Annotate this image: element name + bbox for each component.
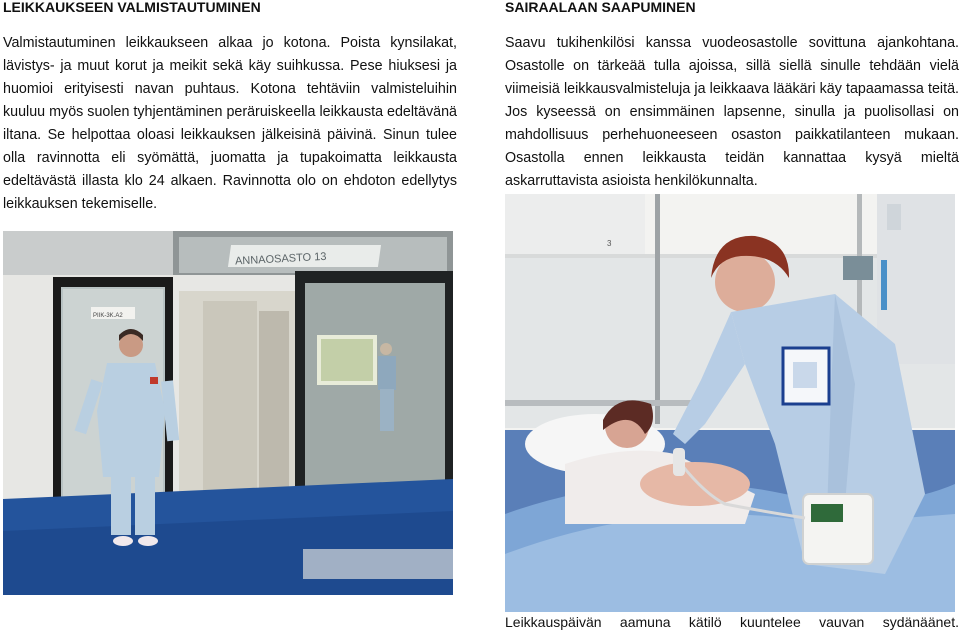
photo-caption (505, 613, 959, 631)
caption-word: sydänäänet. (882, 614, 959, 630)
preparation-paragraph: Valmistautuminen leikkaukseen alkaa jo kotona. Poista kynsilakat, lävistys- ja muut korut ja meikit sekä käy suihkussa. Pese hiuksesi ja huomioi erityisesti navan puhtaus. Kotona tehtäviin valmisteluihin kuuluu myös suolen tyhjentäminen peräruiskeella leikkausta edeltävänä iltana. Se helpottaa oloasi leikkauksen jälkeisinä päivinä. Sinun tulee olla ravinnotta eli syömättä, juomatta ja tupakoimatta leikkausta edeltävästä illasta klo 24 alkaen. Ravinnotta olo on ehdoton edellytys leikkauksen tekemiselle. (3, 35, 457, 212)
midwife-photo (505, 194, 955, 612)
section-heading-preparation: LEIKKAUKSEEN VALMISTAUTUMINEN (3, 0, 261, 15)
caption-word: Leikkauspäivän (505, 614, 602, 630)
caption-word: kuuntelee (740, 614, 801, 630)
ward-sign-text: ANNAOSASTO 13 (234, 250, 327, 268)
arrival-paragraph: Saavu tukihenkilösi kanssa vuodeosastolle sovittuna ajankohtana. Osastolle on tärkeää tulla ajoissa, sillä siellä sinulle tehdään vielä viimeisiä leikkausvalmisteluja ja leikkaava lääkäri käy tapaamassa teitä. Jos kyseessä on ensimmäinen lapsenne, sinulla ja puolisollasi on mahdollisuus perhehuoneeseen osaston paikkatilanteen mukaan. Osastolla ennen leikkausta teidän kannattaa kysyä mieltä askarruttavista asioista henkilökunnalta. (505, 35, 959, 189)
section-heading-arrival: SAIRAALAAN SAAPUMINEN (505, 0, 696, 15)
caption-word: aamuna (619, 614, 671, 630)
caption-word: kätilö (688, 614, 722, 630)
caption-word: vauvan (819, 614, 865, 630)
door-sign-text: PIIK-3K.A2 (93, 313, 123, 319)
ward-entrance-photo (3, 231, 453, 595)
room-number-text: 3 (607, 239, 612, 248)
